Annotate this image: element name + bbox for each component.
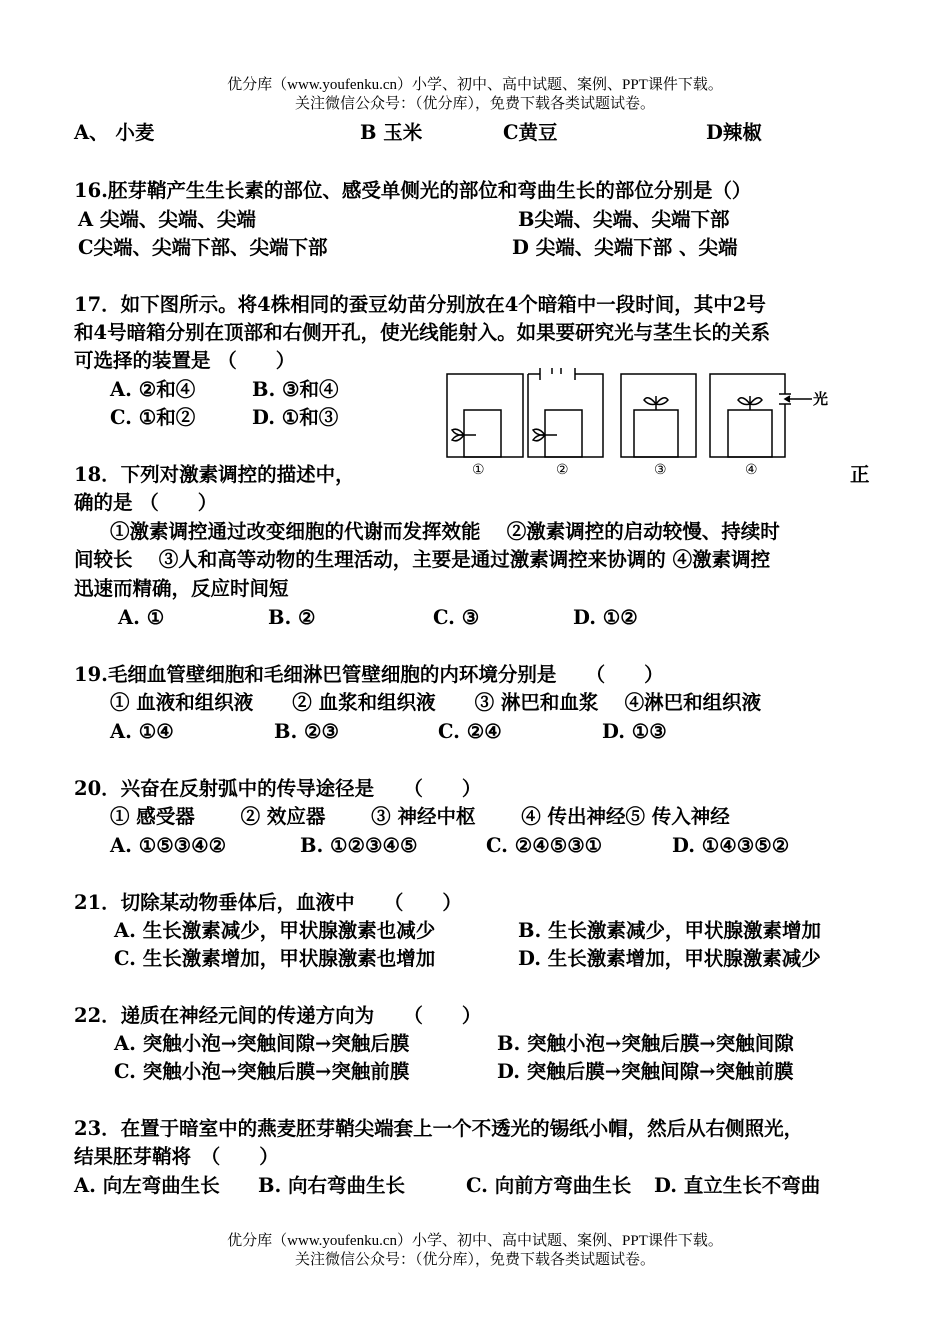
box-3 — [621, 374, 696, 457]
page-footer — [0, 1232, 950, 1270]
q18-option-a: A. ① — [118, 606, 165, 629]
q16-option-d: D 尖端、尖端下部 、尖端 — [512, 236, 738, 259]
q23-option-b: B. 向右弯曲生长 — [258, 1174, 406, 1197]
page-header — [0, 76, 950, 114]
q16-option-a: A 尖端、尖端、尖端 — [78, 208, 256, 231]
q18-statement-3: 迅速而精确，反应时间短 — [74, 577, 289, 600]
box-1 — [447, 374, 523, 457]
footer-line-2: 关注微信公众号：（优分库），免费下载各类试题试卷。 — [294, 1252, 655, 1268]
q19-option-b: B. ②③ — [274, 720, 340, 743]
q22-stem: 22．递质在神经元间的传递方向为 （ ） — [74, 1004, 482, 1027]
header-line-2: 关注微信公众号：（优分库），免费下载各类试题试卷。 — [294, 96, 655, 112]
q17-figure — [440, 356, 840, 462]
q21-option-d: D. 生长激素增加，甲状腺激素减少 — [518, 947, 821, 970]
q19-option-a: A. ①④ — [110, 720, 174, 743]
q20-option-d: D. ①④③⑤② — [672, 834, 790, 857]
q17-option-d: D. ①和③ — [252, 406, 339, 429]
q18-option-b: B. ② — [268, 606, 316, 629]
q16-stem: 16.胚芽鞘产生生长素的部位、感受单侧光的部位和弯曲生长的部位分别是（） — [74, 179, 752, 202]
q16-option-c: C尖端、尖端下部、尖端下部 — [78, 236, 328, 259]
q18-statement-1: ①激素调控通过改变细胞的代谢而发挥效能 ②激素调控的启动较慢、持续时 — [110, 520, 780, 543]
plant-3-icon — [644, 396, 668, 410]
q23-stem-2: 结果胚芽鞘将 （ ） — [74, 1145, 279, 1168]
q16-option-b: B尖端、尖端、尖端下部 — [518, 208, 730, 231]
figure-label-3: ③ — [654, 462, 667, 478]
q20-option-c: C. ②④⑤③① — [486, 834, 603, 857]
box-4 — [710, 374, 785, 457]
q17-stem-3: 可选择的装置是 （ ） — [74, 349, 296, 372]
q18-stem-1: 18．下列对激素调控的描述中， — [74, 463, 355, 486]
q21-option-b: B. 生长激素减少，甲状腺激素增加 — [518, 919, 822, 942]
q18-option-d: D. ①② — [573, 606, 638, 629]
q17-option-b: B. ③和④ — [252, 378, 339, 401]
q15-option-b: B 玉米 — [360, 121, 423, 144]
plant-4-icon — [738, 396, 762, 410]
q20-option-a: A. ①⑤③④② — [110, 834, 227, 857]
q17-option-a: A. ②和④ — [110, 378, 196, 401]
q18-statement-2: 间较长 ③人和高等动物的生理活动，主要是通过激素调控来协调的 ④激素调控 — [74, 548, 771, 571]
q21-option-a: A. 生长激素减少，甲状腺激素也减少 — [114, 919, 436, 942]
header-line-1: 优分库（www.youfenku.cn）小学、初中、高中试题、案例、PPT课件下载。 — [227, 77, 723, 93]
q18-stem-2: 确的是 （ ） — [74, 491, 218, 514]
q19-option-c: C. ②④ — [438, 720, 502, 743]
q23-stem-1: 23．在置于暗室中的燕麦胚芽鞘尖端套上一个不透光的锡纸小帽，然后从右侧照光， — [74, 1117, 804, 1140]
q20-stem: 20．兴奋在反射弧中的传导途径是 （ ） — [74, 777, 482, 800]
figure-label-2: ② — [556, 462, 569, 478]
q21-option-c: C. 生长激素增加，甲状腺激素也增加 — [114, 947, 436, 970]
q18-option-c: C. ③ — [433, 606, 480, 629]
q17-option-c: C. ①和② — [110, 406, 196, 429]
q20-option-b: B. ①②③④⑤ — [300, 834, 418, 857]
q22-option-b: B. 突触小泡→突触后膜→突触间隙 — [497, 1032, 794, 1055]
q19-statement: ① 血液和组织液 ② 血浆和组织液 ③ 淋巴和血浆 ④淋巴和组织液 — [110, 691, 762, 714]
q17-stem-2: 和4号暗箱分别在顶部和右侧开孔，使光线能射入。如果要研究光与茎生长的关系 — [74, 321, 771, 344]
q19-option-d: D. ①③ — [602, 720, 667, 743]
q21-stem: 21．切除某动物垂体后，血液中 （ ） — [74, 891, 462, 914]
q19-stem: 19.毛细血管壁细胞和毛细淋巴管壁细胞的内环境分别是 （ ） — [74, 663, 664, 686]
box-2 — [528, 374, 603, 457]
q15-option-d: D辣椒 — [706, 121, 762, 144]
q15-option-a: A、 小麦 — [74, 121, 155, 144]
light-label: 光 — [813, 390, 829, 408]
q22-option-d: D. 突触后膜→突触间隙→突触前膜 — [497, 1060, 794, 1083]
q23-option-c: C. 向前方弯曲生长 — [466, 1174, 632, 1197]
q20-statement: ① 感受器 ② 效应器 ③ 神经中枢 ④ 传出神经⑤ 传入神经 — [110, 805, 730, 828]
q23-option-d: D. 直立生长不弯曲 — [654, 1174, 821, 1197]
q22-option-c: C. 突触小泡→突触后膜→突触前膜 — [114, 1060, 410, 1083]
figure-label-1: ① — [472, 462, 485, 478]
q23-option-a: A. 向左弯曲生长 — [74, 1174, 220, 1197]
q18-stem-1-end: 正 — [850, 463, 870, 486]
q17-stem-1: 17．如下图所示。将4株相同的蚕豆幼苗分别放在4个暗箱中一段时间，其中2号 — [74, 293, 766, 316]
figure-label-4: ④ — [745, 462, 758, 478]
q15-option-c: C黄豆 — [503, 121, 558, 144]
q22-option-a: A. 突触小泡→突触间隙→突触后膜 — [114, 1032, 410, 1055]
footer-line-1: 优分库（www.youfenku.cn）小学、初中、高中试题、案例、PPT课件下载。 — [227, 1233, 723, 1249]
